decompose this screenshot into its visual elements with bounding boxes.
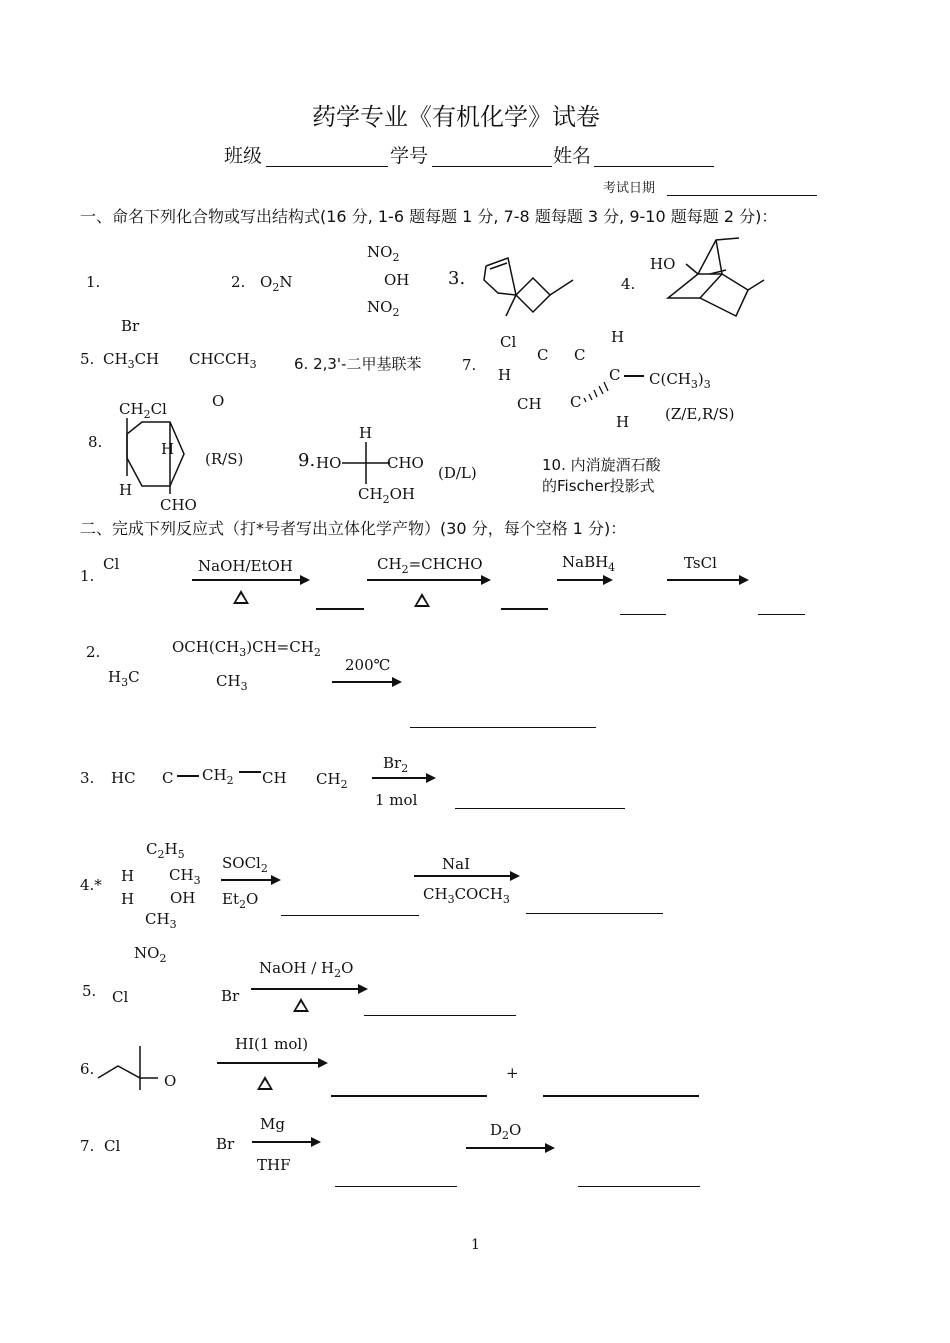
q9-cho: CHO — [387, 454, 424, 472]
r4-ch3-upper: $CH_3$ — [169, 866, 201, 887]
q2-no2-bottom: $NO_2$ — [367, 298, 400, 319]
q7-h-left: H — [498, 366, 512, 384]
r4-solvent2: $CH_3COCH_3$ — [423, 885, 510, 906]
q5-formula-b: $CHCCH_3$ — [189, 350, 257, 371]
q8-config: (R/S) — [205, 450, 244, 468]
r5-arrow — [251, 988, 366, 990]
r7-cl: Cl — [104, 1137, 121, 1155]
r3-arrow — [372, 777, 434, 779]
r3-answer[interactable] — [455, 808, 625, 809]
r6-answer-2[interactable] — [543, 1095, 699, 1097]
r6-reagent: HI(1 mol) — [235, 1035, 309, 1053]
r1-answer-3[interactable] — [620, 614, 666, 615]
r4-oh: OH — [170, 889, 196, 907]
q2-o2n-label: $O_2N$ — [260, 273, 293, 294]
q2-no2-top: $NO_2$ — [367, 243, 400, 264]
r6-number: 6. — [80, 1060, 95, 1078]
q3-spiro-structure — [478, 250, 588, 322]
r7-br: Br — [216, 1135, 235, 1153]
r3-amount: 1 mol — [375, 791, 418, 809]
q7-tbutyl: $C(CH_3)_3$ — [649, 370, 711, 391]
r6-answer-1[interactable] — [331, 1095, 487, 1097]
q7-ch: CH — [517, 395, 542, 413]
q7-c3: C — [570, 393, 582, 411]
r1-answer-4[interactable] — [758, 614, 805, 615]
q9-number: 9. — [298, 450, 316, 471]
r3-ch: CH — [262, 769, 287, 787]
q7-c-center: C — [609, 366, 621, 384]
r4-reagent1: SOCl$_2$ — [222, 854, 268, 875]
r3-ch2: $CH_2$ — [202, 766, 234, 787]
r4-reagent2: NaI — [442, 855, 470, 873]
r2-number: 2. — [86, 643, 101, 661]
q4-number: 4. — [621, 275, 636, 293]
q8-ch2cl: $CH_2Cl$ — [119, 400, 167, 421]
r1-heat-icon-1 — [233, 590, 249, 604]
r4-ch3-lower: $CH_3$ — [145, 910, 177, 931]
r6-ether-structure — [96, 1044, 166, 1092]
q7-h-top: H — [611, 328, 625, 346]
q9-ho: HO — [316, 454, 342, 472]
q2-oh: OH — [384, 271, 410, 289]
class-label: 班级 — [224, 145, 263, 167]
q9-ch2oh: $CH_2OH$ — [358, 485, 415, 506]
q8-cho: CHO — [160, 496, 197, 514]
r7-answer-2[interactable] — [578, 1186, 700, 1187]
r1-arrow1 — [192, 579, 308, 581]
r4-c2h5: $C_2H_5$ — [146, 840, 185, 861]
r2-ch3: $CH_3$ — [216, 672, 248, 693]
q9-fischer-cross — [338, 440, 394, 488]
r3-c: C — [162, 769, 174, 787]
class-field[interactable] — [266, 166, 388, 167]
r7-answer-1[interactable] — [335, 1186, 457, 1187]
r3-ch2-terminal: $CH_2$ — [316, 770, 348, 791]
r6-oxygen: O — [164, 1072, 177, 1090]
q1-number: 1. — [86, 273, 101, 291]
r1-arrow2 — [367, 579, 489, 581]
r5-br: Br — [221, 987, 240, 1005]
q7-number: 7. — [462, 356, 477, 374]
r3-hc: HC — [111, 769, 136, 787]
q7-config: (Z/E,R/S) — [665, 405, 735, 423]
r7-number: 7. — [80, 1137, 95, 1155]
q3-number: 3. — [448, 268, 466, 289]
r5-no2: $NO_2$ — [134, 944, 167, 965]
r4-h-upper: H — [121, 867, 135, 885]
r2-substituent: $OCH(CH_3)CH=CH_2$ — [172, 638, 321, 659]
r1-arrow3 — [557, 579, 611, 581]
r6-heat-icon — [257, 1076, 273, 1090]
q7-bond — [624, 375, 644, 377]
r1-heat-icon-2 — [414, 593, 430, 607]
r6-plus: + — [506, 1064, 519, 1082]
q7-c2: C — [574, 346, 586, 364]
page-number: 1 — [471, 1237, 480, 1253]
q4-ho: HO — [650, 255, 676, 273]
q5-oxygen: O — [212, 392, 225, 410]
section2-heading: 二、完成下列反应式（打*号者写出立体化学产物）(30 分，每个空格 1 分)： — [80, 519, 627, 538]
r5-answer[interactable] — [364, 1015, 516, 1016]
r5-heat-icon — [293, 998, 309, 1012]
r4-arrow1 — [221, 879, 279, 881]
r1-cl: Cl — [103, 555, 120, 573]
r2-h3c: $H_3C$ — [108, 668, 140, 689]
r7-reagent1: Mg — [260, 1115, 285, 1133]
q5-formula-a: $CH_3CH$ — [103, 350, 160, 371]
q9-config: (D/L) — [438, 464, 477, 482]
q2-number: 2. — [231, 273, 246, 291]
name-label: 姓名 — [553, 145, 592, 167]
r1-reagent2: $CH_2=CHCHO$ — [377, 555, 483, 576]
r3-bond-2 — [239, 771, 261, 773]
q4-bicyclic-structure — [664, 232, 784, 320]
q7-c1: C — [537, 346, 549, 364]
q8-number: 8. — [88, 433, 103, 451]
q9-h: H — [359, 424, 373, 442]
r7-solvent: THF — [257, 1156, 291, 1174]
r2-reagent: 200℃ — [345, 656, 391, 674]
section1-heading: 一、命名下列化合物或写出结构式(16 分, 1-6 题每题 1 分, 7-8 题每题 3 分, 9-10 题每题 2 分)： — [80, 207, 778, 226]
page-title: 药学专业《有机化学》试卷 — [312, 103, 600, 131]
q7-h-bottom: H — [616, 413, 630, 431]
r5-cl: Cl — [112, 988, 129, 1006]
q7-cl: Cl — [500, 333, 517, 351]
r4-h-lower: H — [121, 890, 135, 908]
exam-date-field[interactable] — [667, 195, 817, 196]
r7-arrow1 — [252, 1141, 319, 1143]
r2-answer[interactable] — [410, 727, 596, 728]
r4-number: 4.* — [80, 876, 102, 894]
q1-br-label: Br — [121, 317, 140, 335]
r4-answer-2[interactable] — [526, 913, 663, 914]
student-id-label: 学号 — [390, 145, 429, 167]
r3-bond-1 — [177, 775, 199, 777]
r5-reagent: NaOH / $H_2O$ — [259, 959, 354, 980]
r1-reagent1: NaOH/EtOH — [198, 557, 293, 575]
r1-reagent4: TsCl — [684, 554, 717, 572]
r4-arrow2 — [414, 875, 518, 877]
exam-date-label: 考试日期 — [603, 181, 656, 196]
r3-number: 3. — [80, 769, 95, 787]
name-field[interactable] — [594, 166, 714, 167]
r4-solvent1: $Et_2O$ — [222, 890, 259, 911]
q10-line1: 10. 内消旋酒石酸 — [542, 456, 661, 474]
r6-arrow — [217, 1062, 326, 1064]
student-id-field[interactable] — [432, 166, 552, 167]
q7-hash-wedge — [580, 378, 614, 404]
r5-number: 5. — [82, 982, 97, 1000]
r1-answer-1[interactable] — [316, 608, 364, 610]
r1-reagent3: NaBH$_4$ — [562, 553, 616, 574]
r2-arrow — [332, 681, 400, 683]
q6-text: 6. 2,3'-二甲基联苯 — [294, 355, 422, 373]
q5-number: 5. — [80, 350, 95, 368]
r4-answer-1[interactable] — [281, 915, 419, 916]
r3-reagent: $Br_2$ — [383, 754, 409, 775]
q8-h-lower: H — [119, 481, 133, 499]
r1-arrow4 — [667, 579, 747, 581]
r1-answer-2[interactable] — [501, 608, 548, 610]
r7-reagent2: $D_2O$ — [490, 1121, 522, 1142]
r1-number: 1. — [80, 567, 95, 585]
r7-arrow2 — [466, 1147, 553, 1149]
q8-h-upper: H — [161, 440, 175, 458]
q10-line2: 的Fischer投影式 — [542, 477, 655, 495]
